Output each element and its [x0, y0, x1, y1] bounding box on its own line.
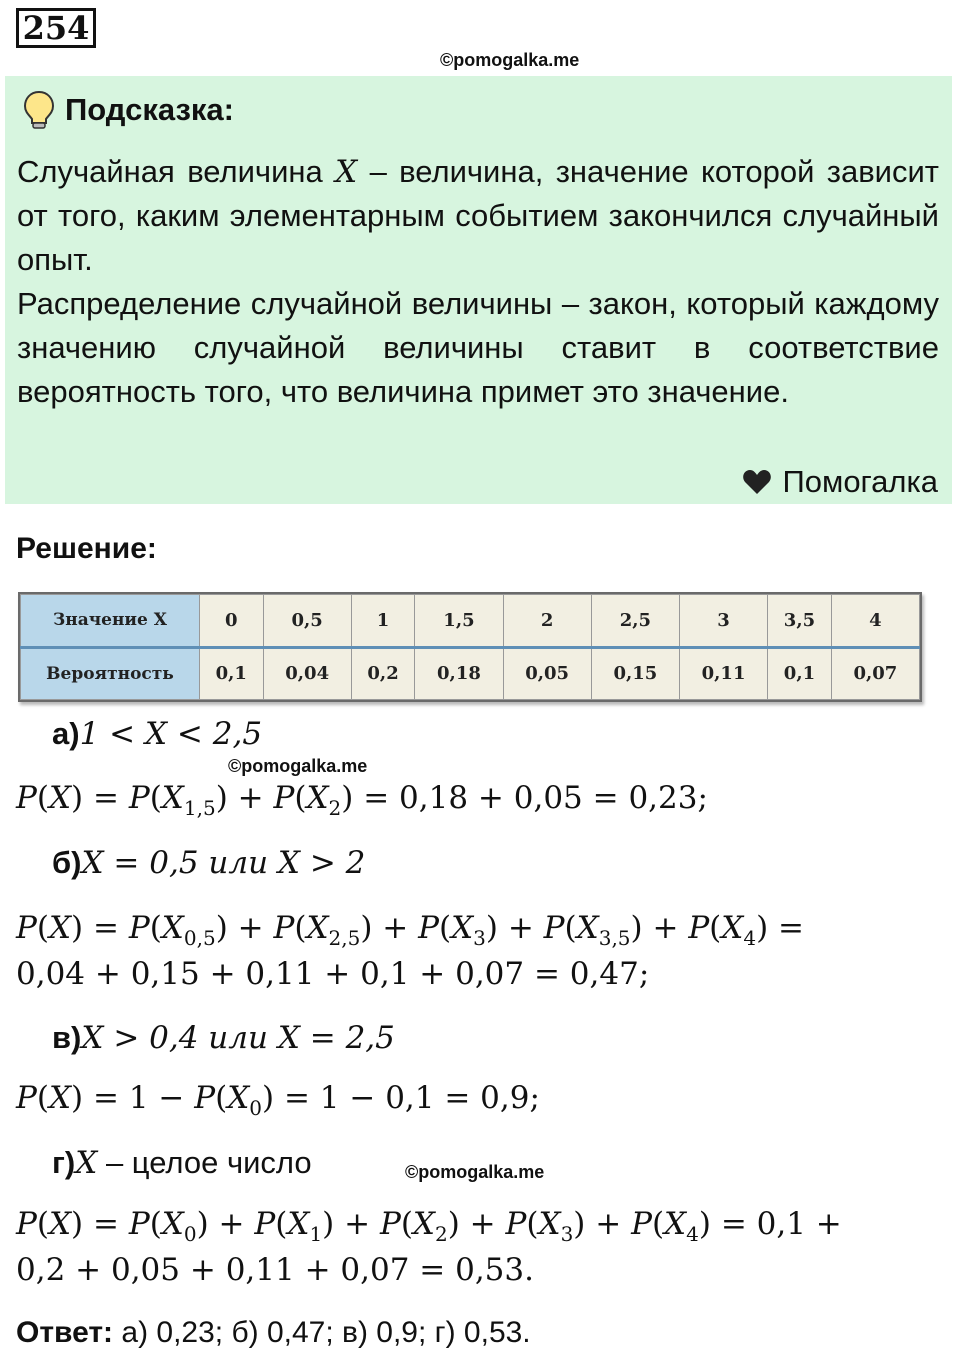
part-g-var: X: [75, 1145, 98, 1181]
table-cell: 0,18: [415, 647, 503, 700]
table-cell: 0,15: [591, 647, 679, 700]
hint-paragraph-1: [17, 150, 939, 282]
table-cell: 0,1: [768, 647, 832, 700]
table-cell: 0,05: [503, 647, 591, 700]
part-g-cond-text: – целое число: [97, 1145, 312, 1180]
answer: [16, 1316, 531, 1350]
heart-icon: [742, 469, 772, 495]
part-v-condition: [52, 1020, 395, 1056]
table-cell: 0,2: [351, 647, 415, 700]
part-g-condition: [52, 1145, 312, 1181]
part-b-condition: [52, 845, 365, 881]
part-b-label: б): [52, 845, 82, 880]
part-a-cond: 1 < X < 2,5: [79, 716, 263, 752]
part-b-result: 0,04 + 0,15 + 0,11 + 0,1 + 0,07 = 0,47;: [16, 956, 650, 992]
table-cell: 0: [200, 595, 264, 648]
solution-heading: Решение:: [16, 532, 157, 565]
part-v-formula: $P(X) = 1 - P(X_0) = 1 - 0,1 = 0,9$;: [16, 1080, 540, 1120]
part-b-cond: X = 0,5 или X > 2: [81, 845, 366, 881]
table-cell: 0,5: [263, 595, 351, 648]
part-v-result: = 1 − 0,1 = 0,9;: [283, 1080, 540, 1116]
hint-title-text: Подсказка:: [65, 92, 234, 127]
part-v-cond: X > 0,4 или X = 2,5: [81, 1020, 395, 1056]
hint-paragraph-2: Распределение случайной величины – закон, который каждому значению случайной величины ставит в соответствие вероятность того, что величина примет это значение.: [17, 286, 939, 409]
table-cell: 0,04: [263, 647, 351, 700]
part-a-formula: $P(X) = P(X_{1,5}) + P(X_2) = 0,18 + 0,05 = 0,23$;: [16, 780, 708, 820]
hint-brand: [742, 464, 938, 500]
answer-label: Ответ:: [16, 1316, 114, 1349]
table-row-values: [21, 595, 920, 648]
table-cell: 1,5: [415, 595, 503, 648]
part-g-label: г): [52, 1145, 76, 1180]
table-cell: 0,1: [200, 647, 264, 700]
part-g-formula: $P(X) = P(X_0) + P(X_1) + P(X_2) + P(X_3) + P(X_4) = 0,1$ +: [16, 1206, 842, 1246]
table-cell: 2,5: [591, 595, 679, 648]
part-b-formula: $P(X) = P(X_{0,5}) + P(X_{2,5}) + P(X_3) + P(X_{3,5}) + P(X_4)$ =: [16, 910, 805, 950]
hint-text: [17, 150, 939, 414]
table-cell: 2: [503, 595, 591, 648]
table-cell: 1: [351, 595, 415, 648]
hint-box: [5, 76, 952, 504]
watermark: ©pomogalka.me: [440, 50, 580, 70]
part-a-label: а): [52, 716, 80, 751]
part-g-result-tail: = 0,1 +: [720, 1206, 842, 1242]
distribution-table: [18, 592, 922, 702]
lightbulb-icon: [23, 90, 55, 130]
hint-title: [23, 90, 234, 130]
part-a-result: = 0,18 + 0,05 = 0,23;: [363, 780, 708, 816]
task-number: 254: [16, 8, 96, 48]
table-cell: 0,07: [831, 647, 919, 700]
table-header-probability: Вероятность: [21, 647, 200, 700]
table-row-probabilities: [21, 647, 920, 700]
table-cell: 0,11: [679, 647, 767, 700]
table-cell: 3: [679, 595, 767, 648]
part-g-result: 0,2 + 0,05 + 0,11 + 0,07 = 0,53.: [16, 1252, 534, 1288]
answer-text: а) 0,23; б) 0,47; в) 0,9; г) 0,53.: [113, 1316, 531, 1349]
table-cell: 3,5: [768, 595, 832, 648]
hint-p1-start: Случайная величина: [17, 154, 336, 189]
table-cell: 4: [831, 595, 919, 648]
hint-p1-var: X: [335, 154, 358, 190]
watermark: ©pomogalka.me: [228, 756, 368, 776]
part-a-condition: [52, 716, 262, 752]
brand-name: Помогалка: [782, 464, 938, 499]
hint-p1-end: – величина, значение которой зависит от того, каким элементарным событием закончился случайный опыт.: [17, 154, 939, 277]
table-header-values: Значение X: [21, 595, 200, 648]
part-v-label: в): [52, 1020, 82, 1055]
watermark: ©pomogalka.me: [405, 1162, 545, 1182]
